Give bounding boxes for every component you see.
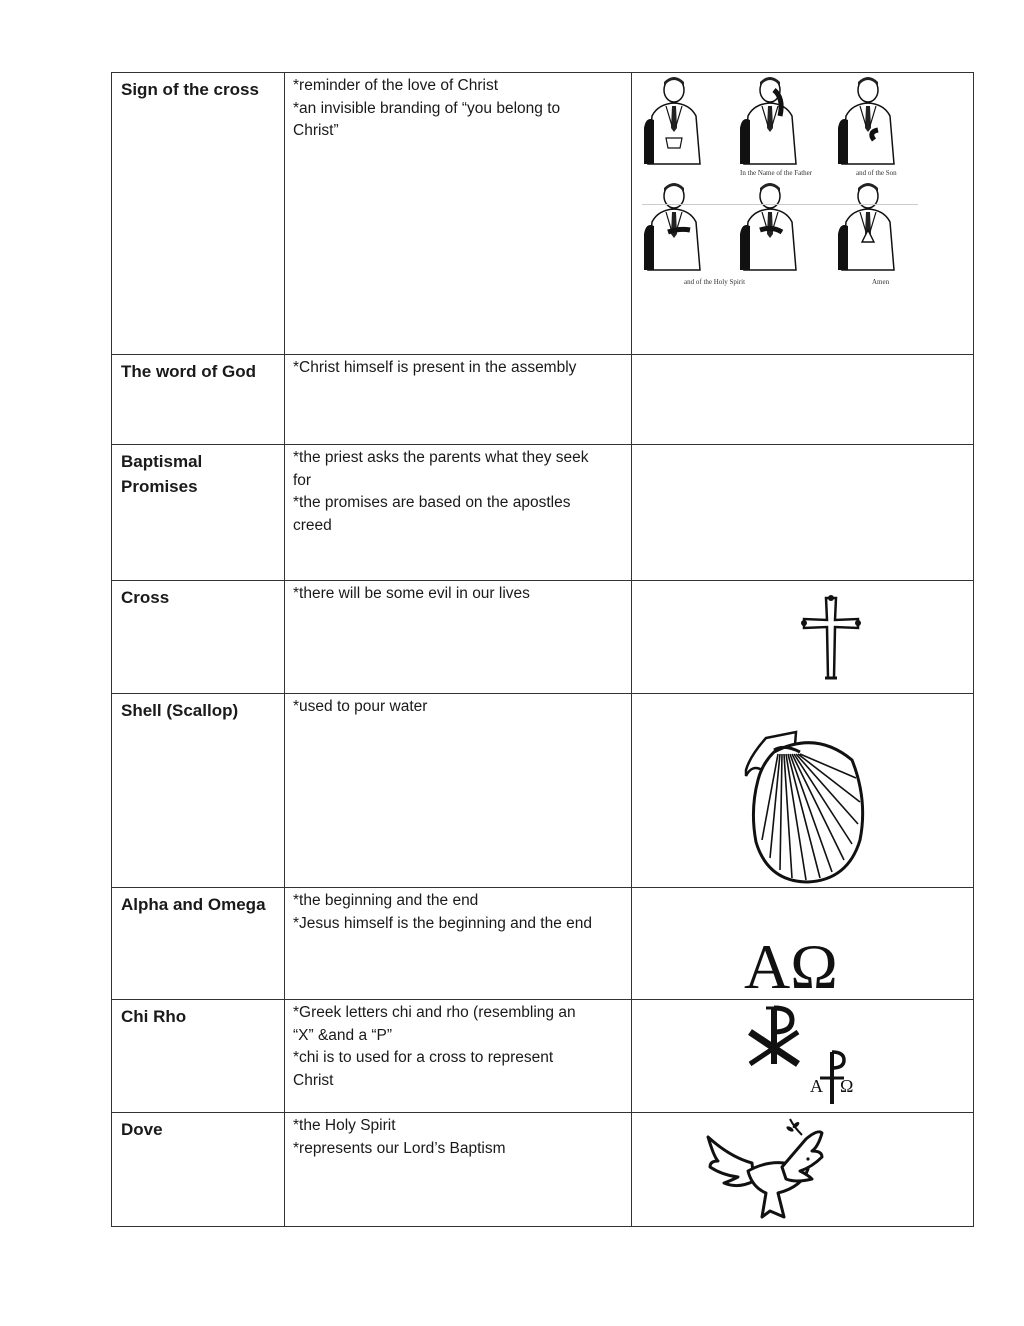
description-line: Christ” xyxy=(293,122,339,139)
description-line: *used to pour water xyxy=(293,698,428,715)
table-row xyxy=(112,355,974,445)
table-row xyxy=(112,1000,974,1113)
chi-rho-icon xyxy=(744,1002,864,1113)
image-cell xyxy=(632,355,974,445)
table-row xyxy=(112,888,974,1000)
description-line: Christ xyxy=(293,1071,334,1089)
term-cell xyxy=(112,1113,285,1227)
description-cell xyxy=(285,888,632,1000)
image-cell xyxy=(632,694,974,888)
term-cell xyxy=(112,445,285,581)
term-label: The word of God xyxy=(121,362,257,381)
table-row xyxy=(112,1113,974,1227)
description-line: *represents our Lord’s Baptism xyxy=(293,1139,506,1157)
caption-amen: Amen xyxy=(872,278,890,286)
term-cell xyxy=(112,73,285,355)
description-line: *the Holy Spirit xyxy=(293,1117,396,1134)
description-line: *reminder of the love of Christ xyxy=(293,77,499,94)
svg-text:Ω: Ω xyxy=(840,1076,854,1096)
table-row xyxy=(112,694,974,888)
term-label: Cross xyxy=(121,588,170,607)
image-cell xyxy=(632,888,974,1000)
description-line: “X” &and a “P” xyxy=(293,1026,393,1044)
caption-son: and of the Son xyxy=(856,169,897,177)
term-label: Baptismal xyxy=(121,452,203,471)
description-cell xyxy=(285,1000,632,1113)
term-label: Promises xyxy=(121,477,198,496)
svg-text:A: A xyxy=(810,1076,823,1096)
description-line: *the promises are based on the apostles xyxy=(293,494,571,511)
term-label: Sign of the cross xyxy=(121,80,259,99)
description-cell xyxy=(285,445,632,581)
table-row xyxy=(112,73,974,355)
description-line: *Jesus himself is the beginning and the end xyxy=(293,914,593,932)
dove-icon xyxy=(704,1117,828,1226)
description-cell xyxy=(285,73,632,355)
image-cell xyxy=(632,581,974,694)
description-line: *Christ himself is present in the assembly xyxy=(293,359,577,376)
term-label: Shell (Scallop) xyxy=(121,701,239,720)
description-cell xyxy=(285,1113,632,1227)
symbols-table xyxy=(111,72,974,1227)
term-label: Dove xyxy=(121,1120,163,1139)
term-cell xyxy=(112,355,285,445)
description-line: *the beginning and the end xyxy=(293,892,479,909)
term-cell xyxy=(112,694,285,888)
caption-father: In the Name of the Father xyxy=(740,169,813,177)
image-cell xyxy=(632,445,974,581)
description-line: for xyxy=(293,471,312,489)
sign-of-the-cross-figures xyxy=(642,74,918,295)
image-cell xyxy=(632,1000,974,1113)
description-line: *chi is to used for a cross to represent xyxy=(293,1049,554,1066)
term-cell xyxy=(112,888,285,1000)
table-row xyxy=(112,445,974,581)
description-line: *the priest asks the parents what they seek xyxy=(293,449,589,466)
term-cell xyxy=(112,1000,285,1113)
scallop-shell-icon xyxy=(744,730,868,895)
term-label: Chi Rho xyxy=(121,1007,187,1026)
description-line: creed xyxy=(293,516,332,534)
description-cell xyxy=(285,694,632,888)
image-cell xyxy=(632,73,974,355)
description-line: *there will be some evil in our lives xyxy=(293,585,530,602)
caption-holy-spirit: and of the Holy Spirit xyxy=(684,278,746,286)
term-label: Alpha and Omega xyxy=(121,895,266,914)
table-row xyxy=(112,581,974,694)
description-cell xyxy=(285,355,632,445)
cross-icon xyxy=(800,594,862,687)
description-line: *Greek letters chi and rho (resembling an xyxy=(293,1004,576,1021)
term-cell xyxy=(112,581,285,694)
alpha-omega-text: AΩ xyxy=(744,931,838,994)
description-line: *an invisible branding of “you belong to xyxy=(293,99,561,117)
alpha-omega-icon xyxy=(744,930,864,999)
description-cell xyxy=(285,581,632,694)
image-cell xyxy=(632,1113,974,1227)
